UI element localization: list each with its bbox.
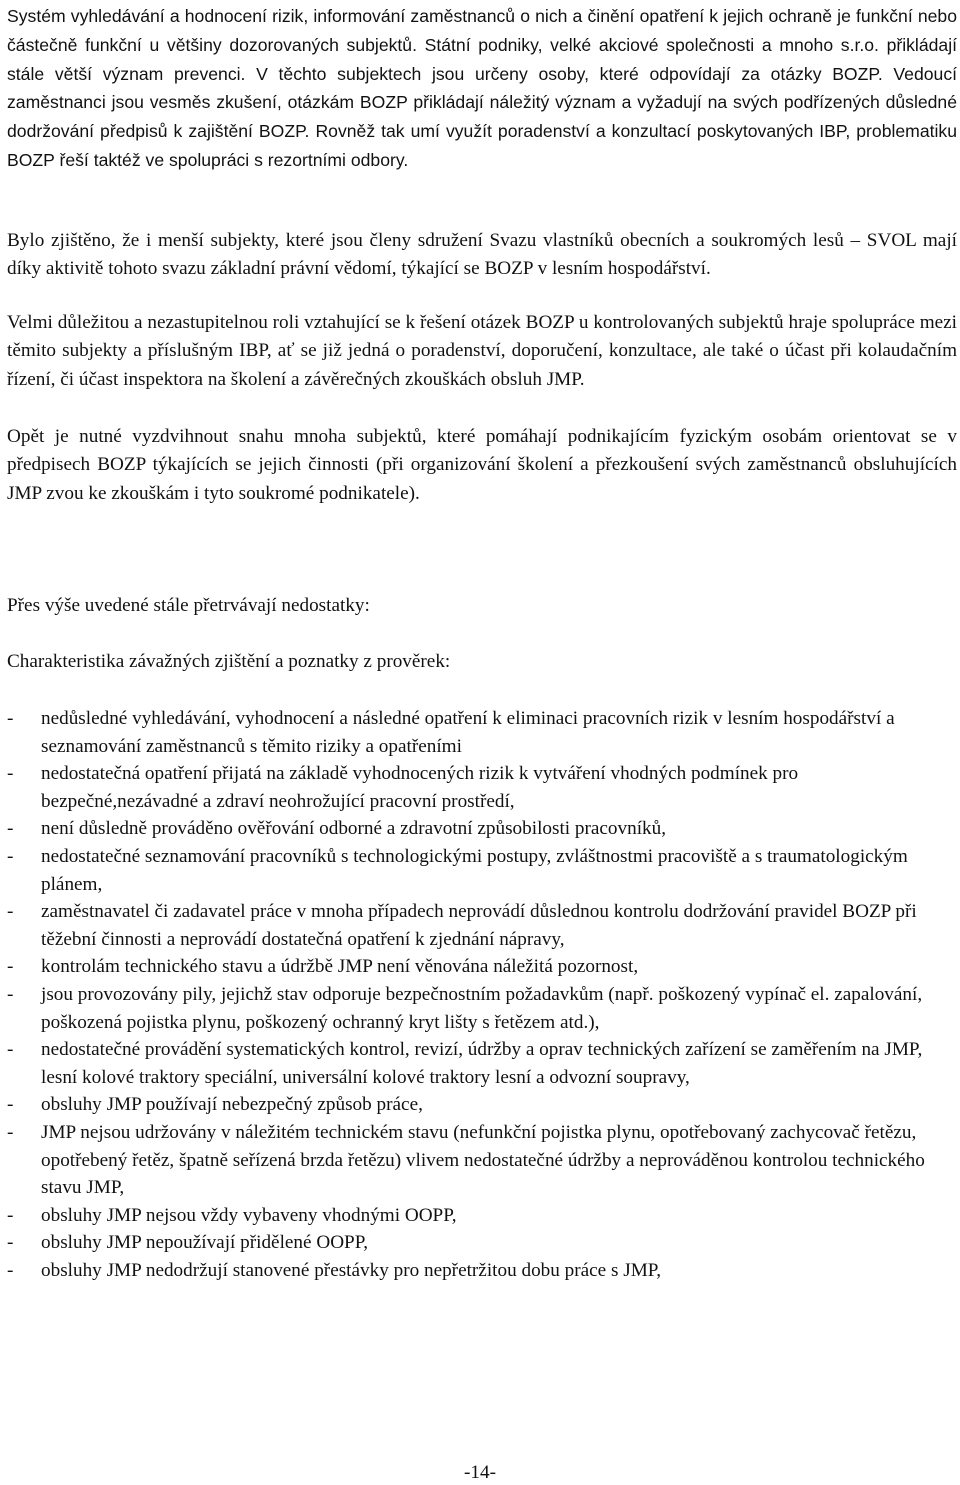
heading-deficiencies: Přes výše uvedené stále přetrvávají nedostatky: [7, 595, 370, 616]
list-item-text: jsou provozovány pily, jejichž stav odporuje bezpečnostním požadavkům (např. poškozený vypínač el. zapalování, poškozená pojistka plynu, poškozený ochranný kryt lišty s řetězem atd.), [41, 983, 923, 1033]
list-item-text: není důsledně prováděno ověřování odborné a zdravotní způsobilosti pracovníků, [41, 818, 667, 840]
list-dash: - [7, 1259, 14, 1281]
list-dash: - [7, 763, 14, 785]
list-dash: - [7, 1204, 14, 1226]
page-number: -14- [464, 1462, 496, 1483]
list-dash: - [7, 983, 14, 1005]
list-item [7, 1257, 957, 1285]
list-dash: - [7, 1232, 14, 1254]
paragraph-risk-assessment: Systém vyhledávání a hodnocení rizik, informování zaměstnanců o nich a činění opatření k jejich ochraně je funkční nebo částečně funkční u většiny dozorovaných subjektů. Státní podniky, velké akciové společnosti a mnoho s.r.o. přikládají stále větší význam prevenci. V těchto subjektech jsou určeny osoby, které odpovídají za otázky BOZP. Vedoucí zaměstnanci jsou vesměs zkušení, otázkám BOZP přikládají náležitý význam a vyžadují na svých podřízených důsledné dodržování předpisů k zajištění BOZP. Rovněž tak umí využít poradenství a konzultací poskytovaných IBP, problematiku BOZP řeší taktéž ve spolupráci s rezortními odbory. [7, 6, 957, 170]
list-dash: - [7, 845, 14, 867]
list-item-text: kontrolám technického stavu a údržbě JMP není věnována náležitá pozornost, [41, 956, 639, 978]
paragraph-svol: Bylo zjištěno, že i menší subjekty, které jsou členy sdružení Svazu vlastníků obecních a soukromých lesů – SVOL mají díky aktivitě tohoto svazu základní právní vědomí, týkající se BOZP v lesním hospodářství. [7, 230, 957, 280]
findings-list [7, 705, 957, 1284]
list-item [7, 760, 957, 815]
paragraph-ibp-cooperation: Velmi důležitou a nezastupitelnou roli vztahující se k řešení otázek BOZP u kontrolovaných subjektů hraje spolupráce mezi těmito subjekty a příslušným IBP, ať se již jedná o poradenství, doporučení, konzultace, ale také o účast při kolaudačním řízení, či účast inspektora na školení a závěrečných zkouškách obsluh JMP. [7, 312, 957, 390]
list-item [7, 981, 957, 1036]
list-dash: - [7, 956, 14, 978]
list-dash: - [7, 1094, 14, 1116]
list-item-text: obsluhy JMP nejsou vždy vybaveny vhodnými OOPP, [41, 1204, 457, 1226]
list-item [7, 1091, 957, 1119]
list-item-text: nedostatečná opatření přijatá na základě vyhodnocených rizik k vytváření vhodných podmínek pro bezpečné,nezávadné a zdraví neohrožující pracovní prostředí, [41, 763, 799, 812]
list-item-text: obsluhy JMP nepoužívají přidělené OOPP, [41, 1232, 369, 1254]
list-item [7, 815, 957, 843]
list-item [7, 843, 957, 898]
list-dash: - [7, 818, 14, 840]
list-dash: - [7, 708, 14, 729]
heading-findings: Charakteristika závažných zjištění a poznatky z prověrek: [7, 651, 451, 672]
list-item [7, 1229, 957, 1257]
paragraph-entrepreneurs: Opět je nutné vyzdvihnout snahu mnoha subjektů, které pomáhají podnikajícím fyzickým osobám orientovat se v předpisech BOZP týkajících se jejich činnosti (při organizování školení a přezkoušení svých zaměstnanců obsluhujících JMP zvou ke zkouškám i tyto soukromé podnikatele). [7, 426, 957, 504]
list-item-text: nedostatečné provádění systematických kontrol, revizí, údržby a oprav technických zařízení se zaměřením na JMP, lesní kolové traktory speciální, universální kolové traktory lesní a odvozní soupravy, [41, 1039, 923, 1088]
list-dash: - [7, 1039, 14, 1061]
list-item [7, 1036, 957, 1091]
list-item [7, 953, 957, 981]
list-item [7, 1202, 957, 1230]
list-item [7, 1119, 957, 1202]
list-dash: - [7, 1121, 14, 1143]
list-item-text: obsluhy JMP používají nebezpečný způsob práce, [41, 1094, 423, 1116]
list-dash: - [7, 901, 14, 923]
list-item-text: zaměstnavatel či zadavatel práce v mnoha případech neprovádí důslednou kontrolu dodržování pravidel BOZP při těžební činnosti a neprovádí dostatečná opatření k zjednání nápravy, [41, 901, 917, 950]
list-item-text: JMP nejsou udržovány v náležitém technickém stavu (nefunkční pojistka plynu, opotřebovaný zachycovač řetězu, opotřebený řetěz, špatně seřízená brzda řetězu) vlivem nedostatečné údržby a neprováděnou kontrolou technického stavu JMP, [41, 1121, 925, 1199]
list-item-text: obsluhy JMP nedodržují stanovené přestávky pro nepřetržitou dobu práce s JMP, [41, 1259, 662, 1281]
list-item-text: nedostatečné seznamování pracovníků s technologickými postupy, zvláštnostmi pracoviště a s traumatologickým plánem, [41, 845, 908, 895]
list-item [7, 705, 957, 760]
list-item [7, 898, 957, 953]
list-item-text: nedůsledné vyhledávání, vyhodnocení a následné opatření k eliminaci pracovních rizik v lesním hospodářství a seznamování zaměstnanců s těmito riziky a opatřeními [41, 708, 895, 757]
